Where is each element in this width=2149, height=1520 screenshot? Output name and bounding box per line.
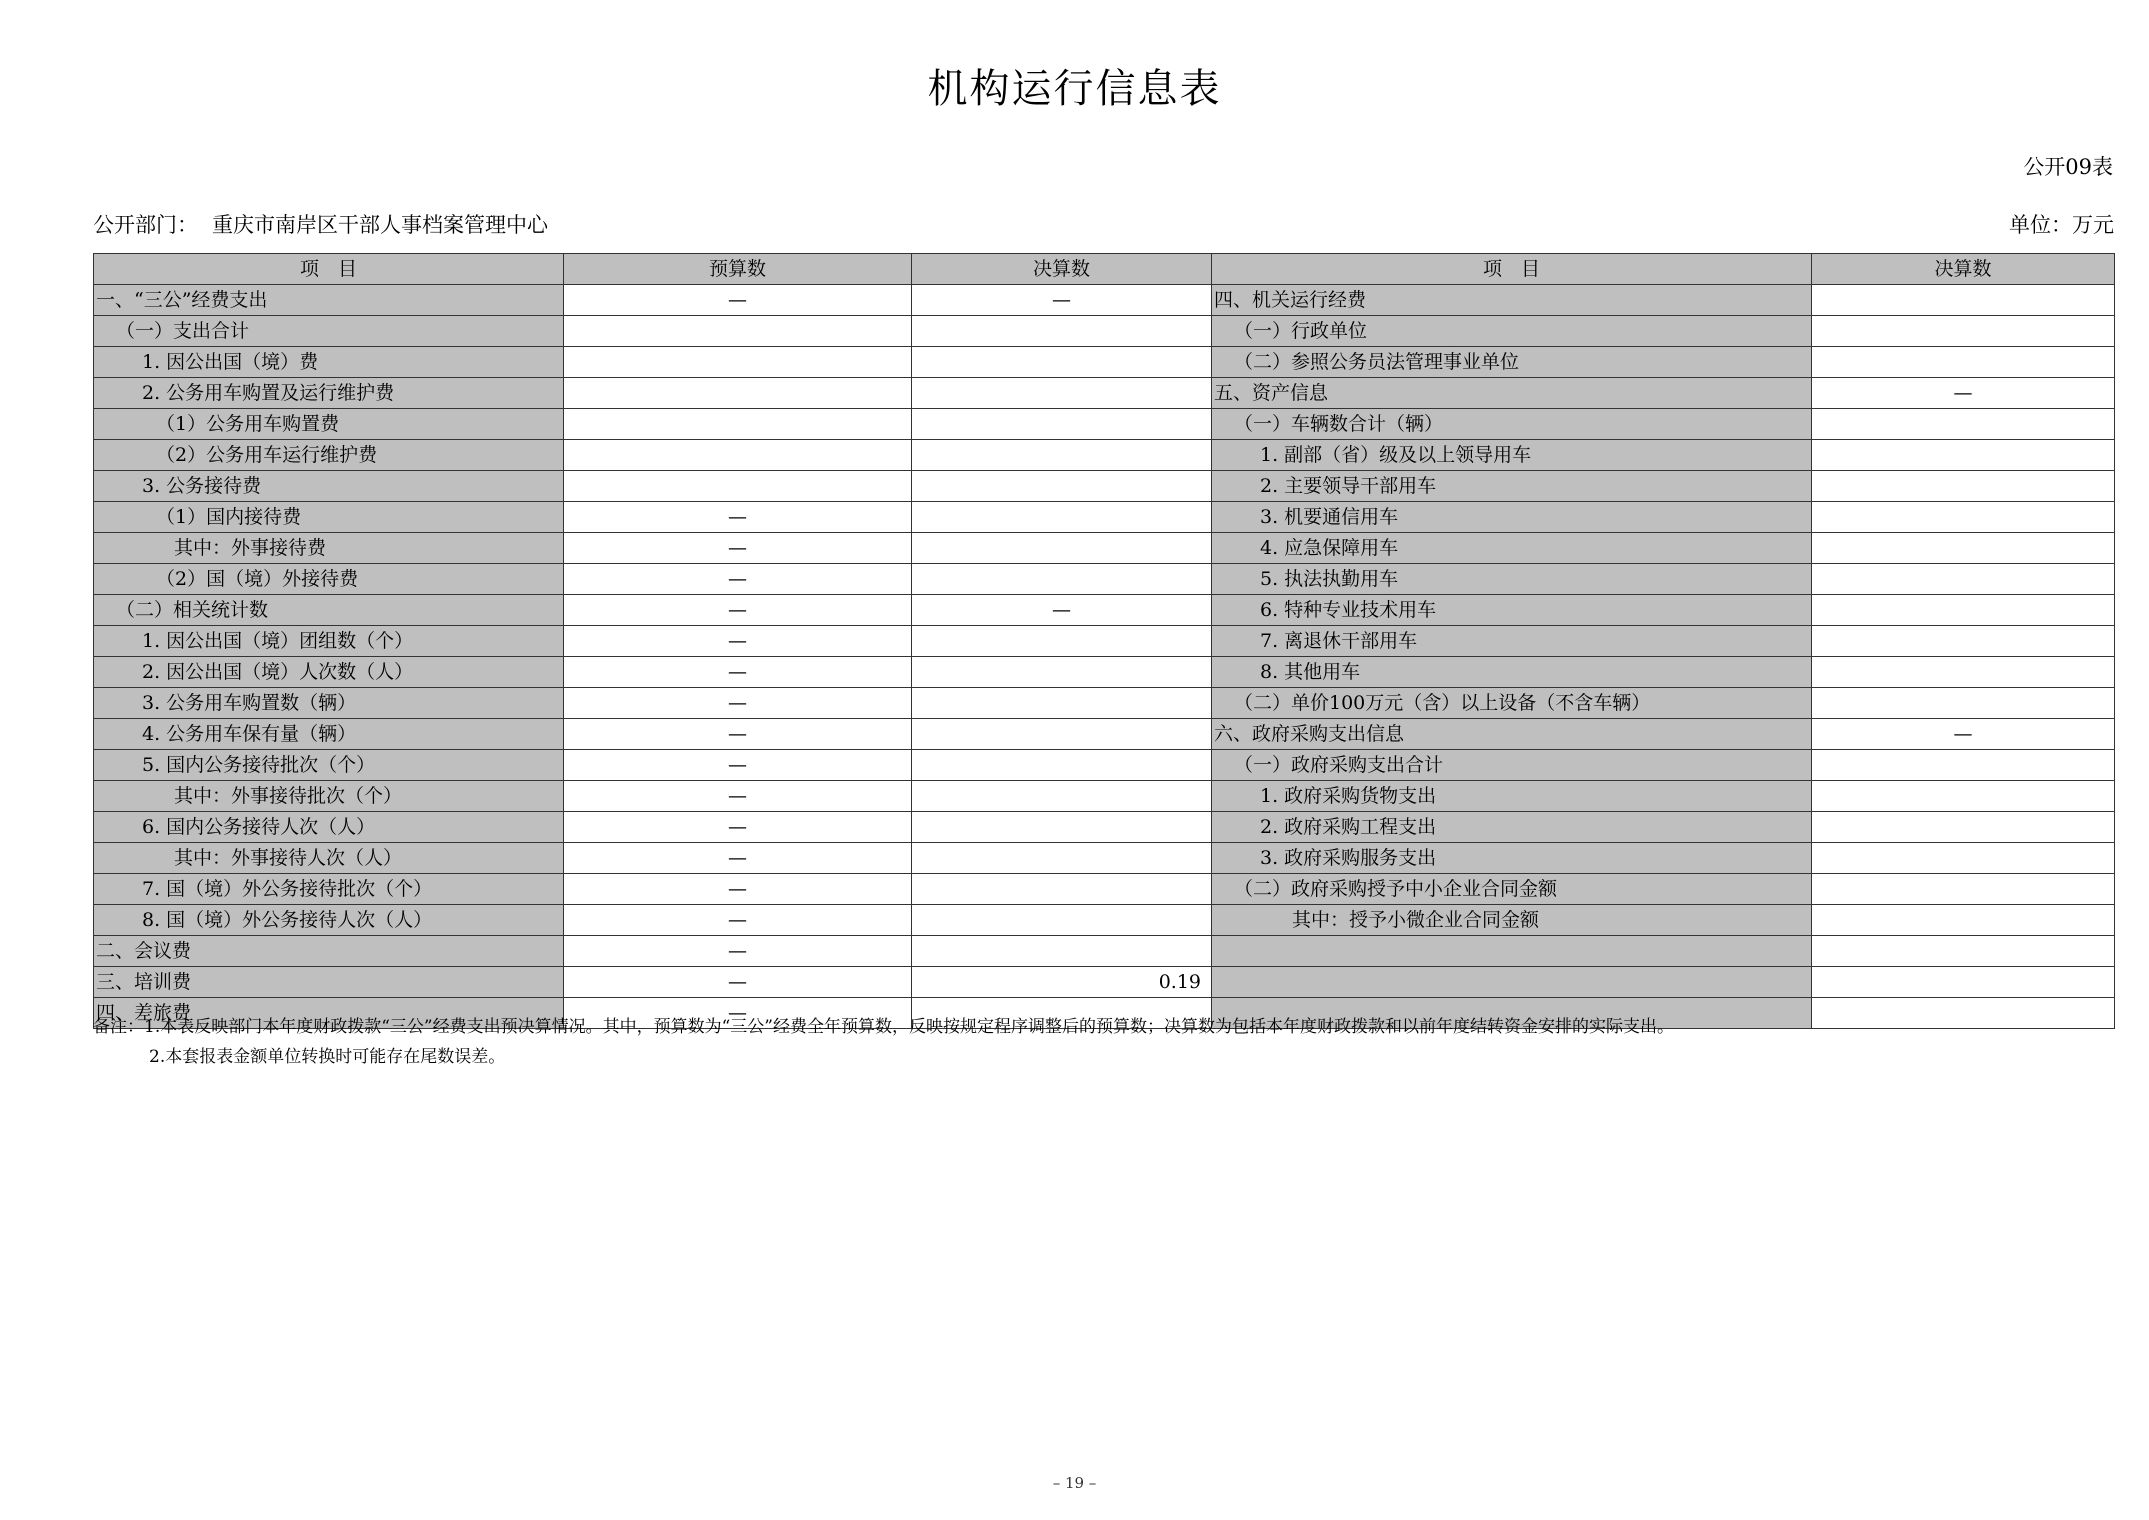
left-final-cell [912,440,1212,471]
left-budget-cell: — [564,657,912,688]
note-2: 2.本套报表金额单位转换时可能存在尾数误差。 [149,1047,506,1067]
right-final-cell [1812,812,2115,843]
left-item-cell: 三、培训费 [94,967,564,998]
header-left-budget: 预算数 [564,254,912,285]
right-item-cell: （二）参照公务员法管理事业单位 [1212,347,1812,378]
right-final-cell [1812,285,2115,316]
left-item-cell: 2. 公务用车购置及运行维护费 [94,378,564,409]
table-row [94,347,2115,378]
right-item-cell: 3. 机要通信用车 [1212,502,1812,533]
page-number: – 19 – [1052,1474,1097,1492]
left-item-cell: 5. 国内公务接待批次（个） [94,750,564,781]
left-item-cell: 1. 因公出国（境）费 [94,347,564,378]
table-row [94,471,2115,502]
left-budget-cell: — [564,502,912,533]
left-item-cell: 其中：外事接待费 [94,533,564,564]
right-item-cell: 四、机关运行经费 [1212,285,1812,316]
right-final-cell [1812,626,2115,657]
department-label: 公开部门： [93,213,198,237]
notes [93,1012,1674,1072]
header-row [94,254,2115,285]
left-final-cell: — [912,595,1212,626]
right-item-cell: 2. 主要领导干部用车 [1212,471,1812,502]
right-item-cell: （一）行政单位 [1212,316,1812,347]
right-item-cell [1212,967,1812,998]
left-budget-cell [564,316,912,347]
left-final-cell: 0.19 [912,967,1212,998]
left-budget-cell: — [564,750,912,781]
right-final-cell [1812,657,2115,688]
left-final-cell [912,874,1212,905]
left-budget-cell: — [564,719,912,750]
table-row [94,843,2115,874]
left-budget-cell: — [564,688,912,719]
right-item-cell: 6. 特种专业技术用车 [1212,595,1812,626]
left-final-cell [912,719,1212,750]
right-final-cell [1812,316,2115,347]
right-final-cell [1812,998,2115,1029]
table-row [94,905,2115,936]
right-final-cell [1812,440,2115,471]
department-name: 重庆市南岸区干部人事档案管理中心 [212,213,548,237]
left-final-cell [912,533,1212,564]
right-final-cell [1812,843,2115,874]
note-1: 备注：1.本表反映部门本年度财政拨款“三公”经费支出预决算情况。其中，预算数为“三公”经费全年预算数，反映按规定程序调整后的预算数；决算数为包括本年度财政拨款和以前年度结转资金安排的实际支出。 [93,1017,1674,1037]
left-budget-cell [564,471,912,502]
left-item-cell: 8. 国（境）外公务接待人次（人） [94,905,564,936]
right-final-cell [1812,409,2115,440]
right-item-cell: 1. 副部（省）级及以上领导用车 [1212,440,1812,471]
department [93,210,548,240]
left-item-cell: 4. 公务用车保有量（辆） [94,719,564,750]
left-budget-cell: — [564,843,912,874]
left-item-cell: （1）国内接待费 [94,502,564,533]
right-final-cell [1812,502,2115,533]
header-right-item: 项 目 [1212,254,1812,285]
left-budget-cell [564,409,912,440]
right-final-cell [1812,347,2115,378]
right-final-cell [1812,750,2115,781]
table-row [94,812,2115,843]
left-item-cell: 四、差旅费 [94,998,564,1029]
left-final-cell [912,936,1212,967]
left-final-cell [912,409,1212,440]
table-row [94,657,2115,688]
right-item-cell: 其中：授予小微企业合同金额 [1212,905,1812,936]
left-budget-cell: — [564,781,912,812]
left-final-cell [912,471,1212,502]
left-item-cell: 6. 国内公务接待人次（人） [94,812,564,843]
left-budget-cell: — [564,874,912,905]
left-final-cell [912,688,1212,719]
table-row [94,967,2115,998]
left-final-cell [912,316,1212,347]
table-row [94,378,2115,409]
left-item-cell: 一、“三公”经费支出 [94,285,564,316]
right-final-cell [1812,967,2115,998]
right-item-cell: （一）政府采购支出合计 [1212,750,1812,781]
right-item-cell: 3. 政府采购服务支出 [1212,843,1812,874]
table-code: 公开09表 [2023,155,2113,179]
right-item-cell: 8. 其他用车 [1212,657,1812,688]
right-item-cell: 4. 应急保障用车 [1212,533,1812,564]
left-final-cell [912,347,1212,378]
right-item-cell [1212,936,1812,967]
table-row [94,626,2115,657]
left-item-cell: 1. 因公出国（境）团组数（个） [94,626,564,657]
right-final-cell [1812,688,2115,719]
table-row [94,440,2115,471]
right-item-cell: 五、资产信息 [1212,378,1812,409]
left-budget-cell [564,440,912,471]
table-row [94,285,2115,316]
left-budget-cell: — [564,595,912,626]
left-final-cell [912,657,1212,688]
left-final-cell [912,378,1212,409]
right-item-cell: （二）政府采购授予中小企业合同金额 [1212,874,1812,905]
right-final-cell [1812,595,2115,626]
table-row [94,874,2115,905]
left-budget-cell: — [564,967,912,998]
left-final-cell [912,626,1212,657]
page-title: 机构运行信息表 [927,66,1222,112]
left-budget-cell: — [564,936,912,967]
header-left-item: 项 目 [94,254,564,285]
left-item-cell: 7. 国（境）外公务接待批次（个） [94,874,564,905]
right-final-cell [1812,471,2115,502]
right-final-cell: — [1812,719,2115,750]
left-item-cell: （2）公务用车运行维护费 [94,440,564,471]
table-row [94,564,2115,595]
unit-label: 单位：万元 [2009,213,2114,237]
left-final-cell [912,750,1212,781]
right-item-cell: （二）单价100万元（含）以上设备（不含车辆） [1212,688,1812,719]
left-final-cell: — [912,285,1212,316]
table-row [94,750,2115,781]
left-budget-cell: — [564,998,912,1029]
info-table [93,253,2115,1029]
table-row [94,502,2115,533]
left-item-cell: 其中：外事接待批次（个） [94,781,564,812]
left-budget-cell: — [564,533,912,564]
left-item-cell: 3. 公务用车购置数（辆） [94,688,564,719]
left-budget-cell: — [564,626,912,657]
right-item-cell: 7. 离退休干部用车 [1212,626,1812,657]
left-item-cell: （一）支出合计 [94,316,564,347]
left-budget-cell: — [564,285,912,316]
left-final-cell [912,843,1212,874]
left-final-cell [912,564,1212,595]
table-row [94,595,2115,626]
header-left-final: 决算数 [912,254,1212,285]
right-final-cell [1812,874,2115,905]
right-final-cell [1812,905,2115,936]
right-final-cell [1812,533,2115,564]
left-budget-cell: — [564,564,912,595]
table-row [94,688,2115,719]
table-row [94,719,2115,750]
right-final-cell: — [1812,378,2115,409]
left-budget-cell: — [564,812,912,843]
right-item-cell: 六、政府采购支出信息 [1212,719,1812,750]
header-right-final: 决算数 [1812,254,2115,285]
left-budget-cell [564,347,912,378]
left-final-cell [912,905,1212,936]
left-final-cell [912,502,1212,533]
left-final-cell [912,781,1212,812]
left-item-cell: 3. 公务接待费 [94,471,564,502]
left-budget-cell: — [564,905,912,936]
left-item-cell: （1）公务用车购置费 [94,409,564,440]
table-row [94,533,2115,564]
left-budget-cell [564,378,912,409]
right-final-cell [1812,564,2115,595]
left-item-cell: （2）国（境）外接待费 [94,564,564,595]
left-final-cell [912,812,1212,843]
table-row [94,936,2115,967]
right-item-cell: （一）车辆数合计（辆） [1212,409,1812,440]
right-final-cell [1812,781,2115,812]
table-row [94,409,2115,440]
left-item-cell: 2. 因公出国（境）人次数（人） [94,657,564,688]
right-item-cell: 1. 政府采购货物支出 [1212,781,1812,812]
table-row [94,781,2115,812]
left-item-cell: （二）相关统计数 [94,595,564,626]
left-item-cell: 二、会议费 [94,936,564,967]
right-final-cell [1812,936,2115,967]
table-row [94,316,2115,347]
right-item-cell: 2. 政府采购工程支出 [1212,812,1812,843]
right-item-cell: 5. 执法执勤用车 [1212,564,1812,595]
left-item-cell: 其中：外事接待人次（人） [94,843,564,874]
